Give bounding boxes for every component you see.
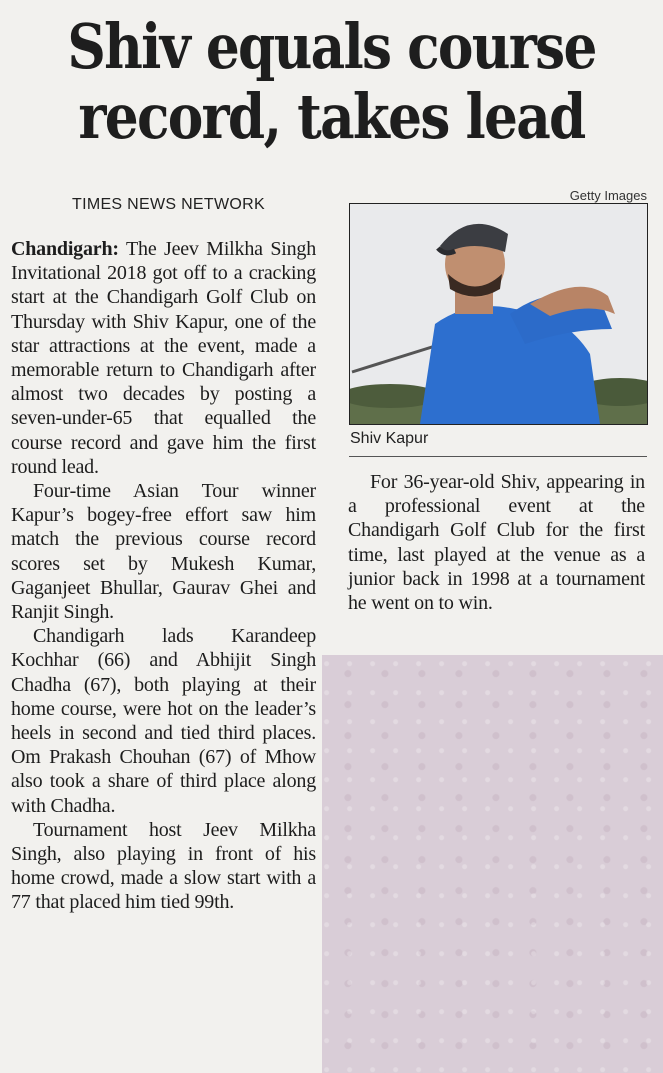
body-paragraph: Chandigarh lads Karandeep Kochhar (66) and Abhijit Singh Chadha (67), both playing at their home course, were hot on the leader’s heels in second and tied third places. Om Prakash Chouhan (67) of Mhow also took a share of third place along with Chadha. (11, 625, 316, 817)
body-paragraph: For 36-year-old Shiv, appearing in a professional event at the Chandigarh Golf Club for the first time, last played at the venue as a junior back in 1998 at a tournament he went on to win. (348, 471, 645, 615)
article-column-2 (348, 470, 645, 615)
headline: Shiv equals course record, takes lead (67, 10, 596, 153)
caption-divider (349, 456, 647, 457)
paragraph-text: The Jeev Milkha Singh Invitational 2018 got off to a cracking start at the Chandigarh Golf Club on Thursday with Shiv Kapur, one of the star attractions at the event, made a memorable return to Chandigarh after almost two decades by posting a seven-under-65 that equalled the course record and gave him the first round lead. (11, 238, 316, 478)
lead-paragraph (11, 237, 316, 479)
body-paragraph: Four-time Asian Tour winner Kapur’s bogey-free effort saw him match the previous course record scores set by Mukesh Kumar, Gaganjeet Bhullar, Gaurav Ghei and Ranjit Singh. (11, 480, 316, 624)
article-column-1 (11, 237, 316, 915)
paper-background-patch (322, 655, 663, 1073)
golfer-photo (349, 203, 648, 425)
photo-credit: Getty Images (569, 188, 647, 203)
dateline: Chandigarh: (11, 238, 119, 260)
golfer-illustration (350, 204, 647, 424)
body-paragraph: Tournament host Jeev Milkha Singh, also playing in front of his home crowd, made a slow start with a 77 that placed him tied 99th. (11, 818, 316, 914)
byline: TIMES NEWS NETWORK (72, 196, 265, 213)
photo-caption: Shiv Kapur (350, 430, 429, 447)
